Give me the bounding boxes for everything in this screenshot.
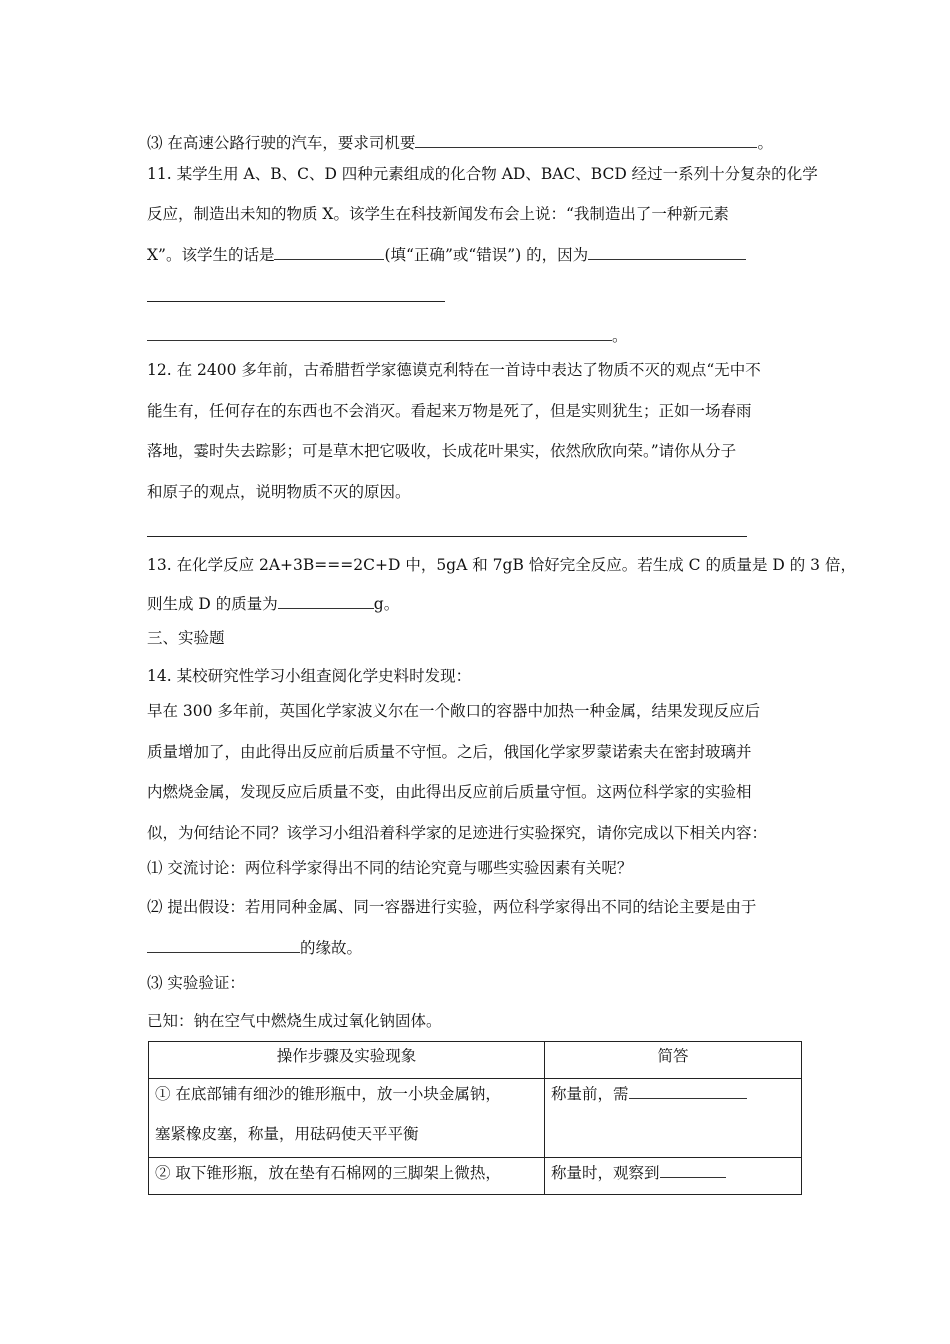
q11-reason-blank-3[interactable] <box>147 326 612 341</box>
q11-reason-blank-2[interactable] <box>147 301 445 302</box>
q13-mass-blank[interactable] <box>278 594 374 609</box>
q14-p4: 似，为何结论不同？该学习小组沿着科学家的足迹进行实验探究，请你完成以下相关内容： <box>147 824 768 842</box>
table-header-answer: 简答 <box>545 1042 802 1079</box>
q14-p1: 早在 300 多年前，英国化学家波义尔在一个敞口的容器中加热一种金属，结果发现反应后 <box>147 702 760 720</box>
q12-line2: 能生有，任何存在的东西也不会消灭。看起来万物是死了，但是实则犹生；正如一场春雨 <box>147 402 752 420</box>
q13-line2: 则生成 D 的质量为 g。 <box>147 595 400 613</box>
q14-s2-line2: 的缘故。 <box>147 938 362 958</box>
q14-p2: 质量增加了，由此得出反应前后质量不守恒。之后，俄国化学家罗蒙诺索夫在密封玻璃并 <box>147 743 752 761</box>
q10-line3: ⑶ 在高速公路行驶的汽车，要求司机要 。 <box>147 134 773 152</box>
table-header-steps: 操作步骤及实验现象 <box>149 1042 545 1079</box>
q13-line1: 13. 在化学反应 2A+3B===2C+D 中，5gA 和 7gB 恰好完全反应。若生成 C 的质量是 D 的 3 倍， <box>147 556 856 574</box>
q11-line3: X”。该学生的话是 (填“正确”或“错误”) 的，因为 <box>147 245 746 265</box>
q14-s1: ⑴ 交流讨论：两位科学家得出不同的结论究竟与哪些实验因素有关呢？ <box>147 859 633 877</box>
section-title: 三、实验题 <box>147 629 225 647</box>
q14-s3: ⑶ 实验验证： <box>147 974 245 992</box>
row1-answer-blank[interactable] <box>629 1084 747 1099</box>
q14-intro: 14. 某校研究性学习小组查阅化学史料时发现： <box>147 667 472 685</box>
q11-correct-blank[interactable] <box>274 245 384 260</box>
q12-answer-blank[interactable] <box>147 536 747 537</box>
q11-line1: 11. 某学生用 A、B、C、D 四种元素组成的化合物 AD、BAC、BCD 经过一系列十分复杂的化学 <box>147 165 818 183</box>
q12-line3: 落地，霎时失去踪影；可是草木把它吸收，长成花叶果实，依然欣欣向荣。”请你从分子 <box>147 442 737 460</box>
q10-line3-text: ⑶ 在高速公路行驶的汽车，要求司机要 <box>147 134 416 152</box>
table-row1-answer: 称量前，需 <box>545 1079 802 1158</box>
q14-p3: 内燃烧金属，发现反应后质量不变，由此得出反应前后质量守恒。这两位科学家的实验相 <box>147 783 752 801</box>
table-header-row <box>149 1042 802 1079</box>
q11-line5: 。 <box>147 326 628 346</box>
q14-hypothesis-blank[interactable] <box>147 938 300 953</box>
table-row <box>149 1158 802 1195</box>
q10-answer-blank[interactable] <box>415 133 757 148</box>
table-row2-steps: ② 取下锥形瓶，放在垫有石棉网的三脚架上微热， <box>149 1158 545 1195</box>
table-row <box>149 1079 802 1158</box>
table-row1-steps: ① 在底部铺有细沙的锥形瓶中，放一小块金属钠， 塞紧橡皮塞，称量，用砝码使天平平衡 <box>149 1079 545 1158</box>
q14-s2: ⑵ 提出假设：若用同种金属、同一容器进行实验，两位科学家得出不同的结论主要是由于 <box>147 898 757 916</box>
q11-reason-blank[interactable] <box>588 245 746 260</box>
q12-line1: 12. 在 2400 多年前，古希腊哲学家德谟克利特在一首诗中表达了物质不灭的观点“无中不 <box>147 361 761 379</box>
q14-known: 已知：钠在空气中燃烧生成过氧化钠固体。 <box>147 1012 442 1030</box>
q11-line2: 反应，制造出未知的物质 X。该学生在科技新闻发布会上说：“我制造出了一种新元素 <box>147 205 729 223</box>
row2-answer-blank[interactable] <box>660 1163 726 1178</box>
experiment-table <box>148 1041 802 1195</box>
q12-line4: 和原子的观点，说明物质不灭的原因。 <box>147 483 411 501</box>
table-row2-answer: 称量时，观察到 <box>545 1158 802 1195</box>
